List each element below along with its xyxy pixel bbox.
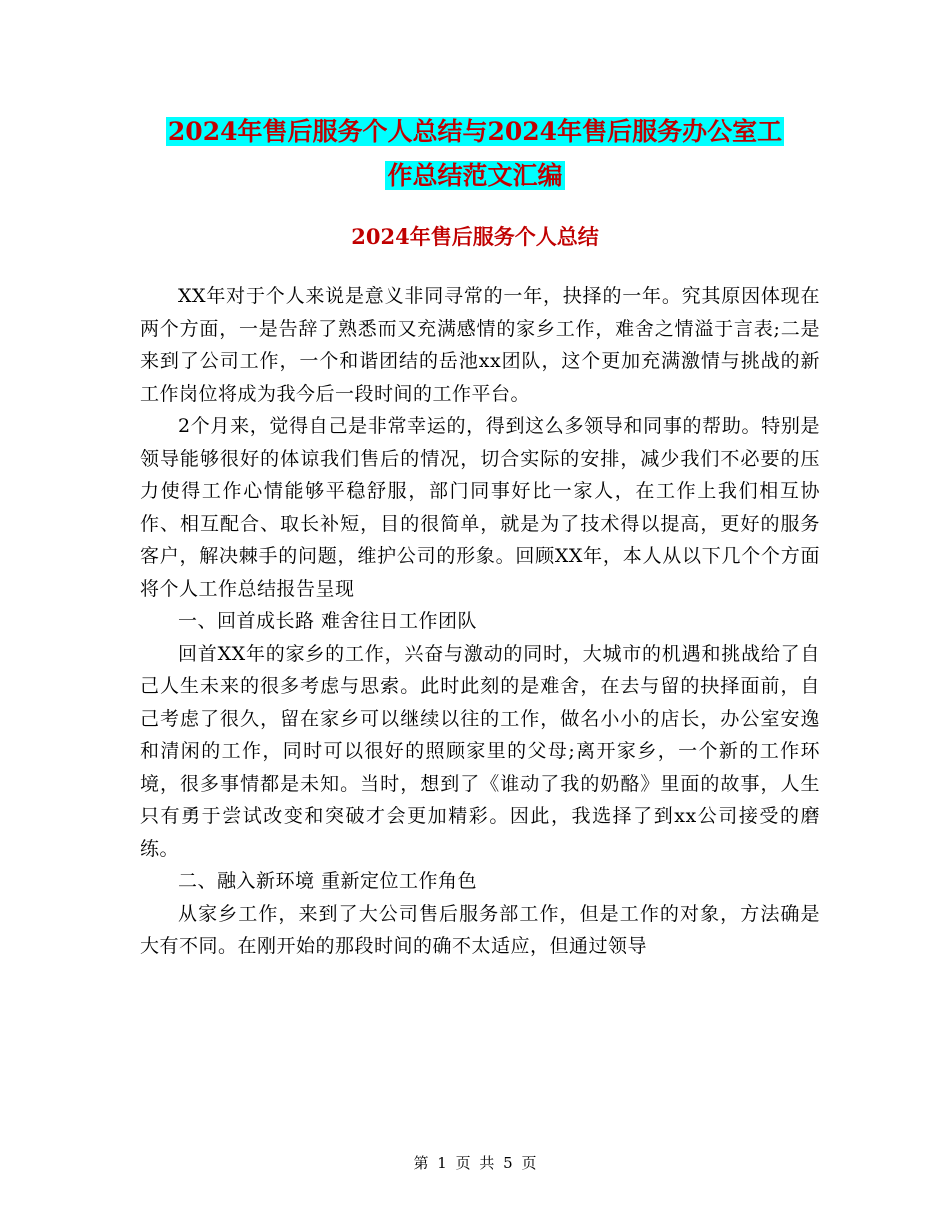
page-footer: 第 1 页 共 5 页 [413, 1154, 537, 1172]
paragraph-intro: XX年对于个人来说是意义非同寻常的一年，抉择的一年。究其原因体现在两个方面，一是告辞了熟悉而又充满感情的家乡工作，难舍之情溢于言表;二是来到了公司工作，一个和谐团结的岳池xx团队，这个更加充满激情与挑战的新工作岗位将成为我今后一段时间的工作平台。 [140, 285, 820, 405]
paragraph-review: 回首XX年的家乡的工作，兴奋与激动的同时，大城市的机遇和挑战给了自己人生未来的很多考虑与思索。此时此刻的是难舍，在去与留的抉择面前，自己考虑了很久，留在家乡可以继续以往的工作，做名小小的店长，办公室安逸和清闲的工作，同时可以很好的照顾家里的父母;离开家乡，一个新的工作环境，很多事情都是未知。当时，想到了《谁动了我的奶酪》里面的故事，人生只有勇于尝试改变和突破才会更加精彩。因此，我选择了到xx公司接受的磨练。 [140, 642, 820, 860]
document-body [140, 280, 820, 963]
paragraph-two-months: 2个月来，觉得自己是非常幸运的，得到这么多领导和同事的帮助。特别是领导能够很好的体谅我们售后的情况，切合实际的安排，减少我们不必要的压力使得工作心情能够平稳舒服，部门同事好比一家人，在工作上我们相互协作、相互配合、取长补短，目的很简单，就是为了技术得以提高，更好的服务客户，解决棘手的问题，维护公司的形象。回顾XX年，本人从以下几个个方面将个人工作总结报告呈现 [140, 415, 820, 600]
title-highlight-2: 作总结范文汇编 [387, 161, 563, 190]
title-highlight-1: 2024年售后服务个人总结与2024年售后服务办公室工 [167, 117, 783, 146]
subheading-two: 二、融入新环境 重新定位工作角色 [178, 870, 478, 892]
subheading-one: 一、回首成长路 难舍往日工作团队 [178, 610, 478, 632]
document-title-line-1 [0, 112, 950, 152]
paragraph-new-environment: 从家乡工作，来到了大公司售后服务部工作，但是工作的对象，方法确是大有不同。在刚开始的那段时间的确不太适应，但通过领导 [140, 902, 820, 957]
document-title-line-2 [0, 156, 950, 196]
section-heading: 2024年售后服务个人总结 [351, 224, 599, 249]
